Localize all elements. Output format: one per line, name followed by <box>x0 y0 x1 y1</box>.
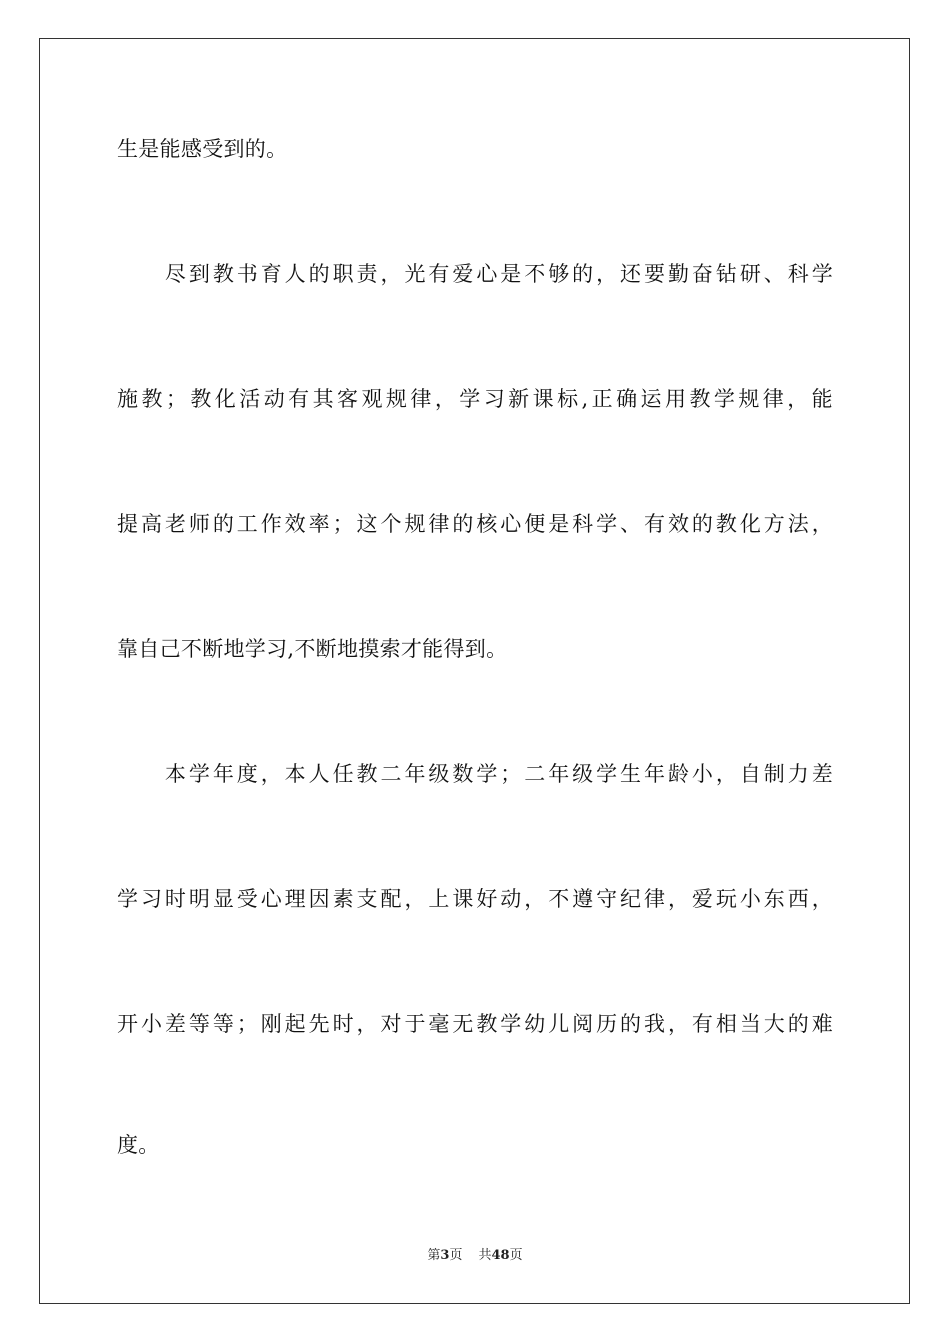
page-suffix: 页 <box>449 1248 463 1263</box>
paragraph-line: 施教；教化活动有其客观规律，学习新课标,正确运用教学规律，能 <box>117 387 833 411</box>
paragraph-line: 提高老师的工作效率；这个规律的核心便是科学、有效的教化方法， <box>117 512 833 536</box>
total-prefix: 共 <box>478 1248 492 1263</box>
total-suffix: 页 <box>509 1248 523 1263</box>
page-number: 3 <box>440 1248 450 1263</box>
paragraph-line: 尽到教书育人的职责，光有爱心是不够的，还要勤奋钻研、科学 <box>117 262 833 286</box>
page-prefix: 第 <box>427 1248 441 1263</box>
paragraph-line: 学习时明显受心理因素支配，上课好动，不遵守纪律，爱玩小东西， <box>117 887 833 911</box>
paragraph-line: 本学年度，本人任教二年级数学；二年级学生年龄小，自制力差 <box>117 762 833 786</box>
paragraph-line: 开小差等等；刚起先时，对于毫无教学幼儿阅历的我，有相当大的难 <box>117 1012 833 1036</box>
page-border <box>39 38 910 1304</box>
paragraph-line: 度。 <box>117 1133 160 1157</box>
paragraph-line: 生是能感受到的。 <box>117 137 288 161</box>
page-footer <box>0 1248 950 1264</box>
paragraph-line: 靠自己不断地学习,不断地摸索才能得到。 <box>117 637 508 661</box>
total-pages: 48 <box>491 1248 510 1263</box>
